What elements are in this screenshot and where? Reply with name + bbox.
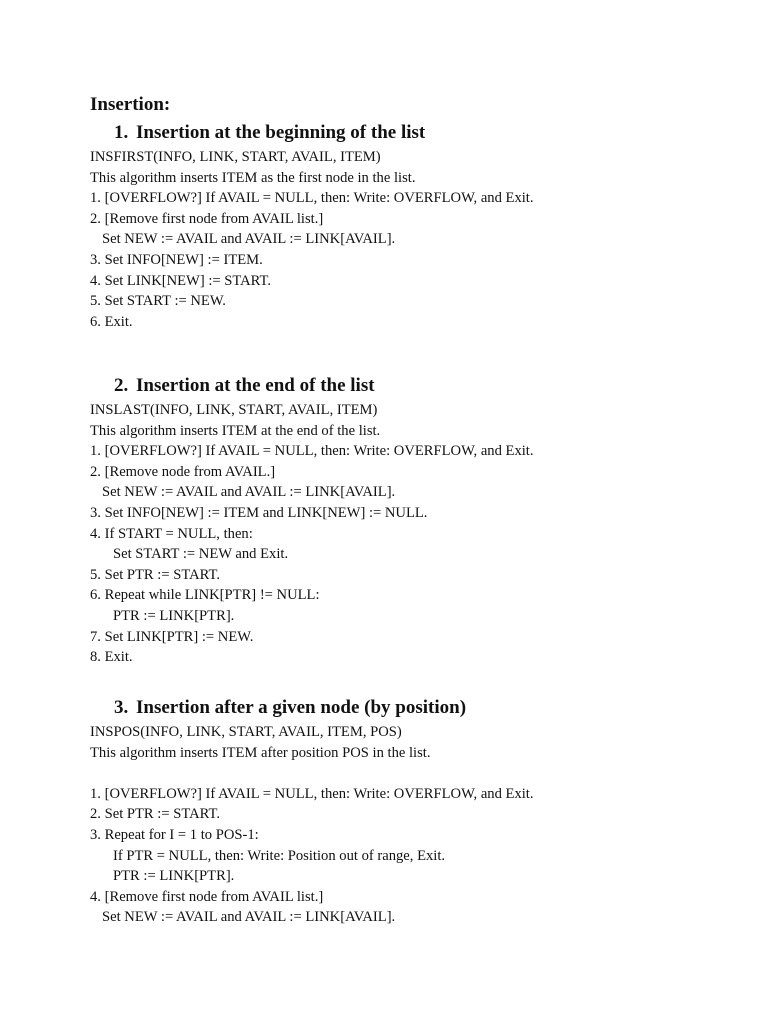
section-title — [114, 121, 730, 145]
section-insertion-beginning — [90, 121, 730, 332]
algorithm-line: This algorithm inserts ITEM at the end of the list. — [90, 422, 381, 439]
algorithm-line: 2. [Remove first node from AVAIL list.] — [90, 210, 324, 227]
algorithm-line: INSLAST(INFO, LINK, START, AVAIL, ITEM) — [90, 402, 378, 418]
algorithm-line: PTR := LINK[PTR]. — [113, 868, 235, 885]
section-title — [114, 696, 730, 720]
algorithm-line: 5. Set PTR := START. — [90, 566, 220, 583]
section-number: 2. — [114, 375, 129, 396]
section-title-text: Insertion at the end of the list — [136, 375, 375, 396]
algorithm-line: 6. Exit. — [90, 313, 133, 330]
algorithm-line: 1. [OVERFLOW?] If AVAIL = NULL, then: Write: OVERFLOW, and Exit. — [90, 190, 534, 207]
algorithm-line: If PTR = NULL, then: Write: Position out of range, Exit. — [113, 847, 446, 864]
algorithm-line: 1. [OVERFLOW?] If AVAIL = NULL, then: Write: OVERFLOW, and Exit. — [90, 785, 534, 802]
algorithm-line: 1. [OVERFLOW?] If AVAIL = NULL, then: Write: OVERFLOW, and Exit. — [90, 443, 534, 460]
section-title-text: Insertion at the beginning of the list — [136, 122, 426, 143]
page-heading: Insertion: — [90, 94, 171, 115]
algorithm-line: Set START := NEW and Exit. — [113, 546, 289, 563]
algorithm-lines — [90, 722, 730, 928]
algorithm-line: Set NEW := AVAIL and AVAIL := LINK[AVAIL]. — [102, 231, 396, 248]
section-title-text: Insertion after a given node (by position) — [136, 697, 467, 718]
blank-line — [90, 763, 730, 784]
algorithm-line: 4. If START = NULL, then: — [90, 525, 253, 542]
algorithm-line: Set NEW := AVAIL and AVAIL := LINK[AVAIL]. — [102, 484, 396, 501]
algorithm-lines — [90, 400, 730, 668]
algorithm-line: This algorithm inserts ITEM after position POS in the list. — [90, 744, 431, 761]
algorithm-line: This algorithm inserts ITEM as the first node in the list. — [90, 169, 416, 186]
section-title — [114, 374, 730, 398]
algorithm-line: 8. Exit. — [90, 649, 133, 666]
algorithm-line: 2. [Remove node from AVAIL.] — [90, 463, 276, 480]
algorithm-line: 6. Repeat while LINK[PTR] != NULL: — [90, 587, 320, 604]
algorithm-line: 3. Repeat for I = 1 to POS-1: — [90, 826, 259, 843]
algorithm-line: 5. Set START := NEW. — [90, 293, 226, 310]
algorithm-line: 4. Set LINK[NEW] := START. — [90, 272, 272, 289]
algorithm-line: INSFIRST(INFO, LINK, START, AVAIL, ITEM) — [90, 149, 381, 165]
algorithm-line: 7. Set LINK[PTR] := NEW. — [90, 628, 254, 645]
algorithm-line: 3. Set INFO[NEW] := ITEM. — [90, 251, 263, 268]
algorithm-line: 2. Set PTR := START. — [90, 806, 220, 823]
algorithm-line: 3. Set INFO[NEW] := ITEM and LINK[NEW] := NULL. — [90, 504, 428, 521]
section-insertion-position — [90, 696, 730, 928]
algorithm-line: INSPOS(INFO, LINK, START, AVAIL, ITEM, POS) — [90, 724, 402, 740]
algorithm-lines — [90, 147, 730, 332]
algorithm-line: PTR := LINK[PTR]. — [113, 607, 235, 624]
algorithm-line: Set NEW := AVAIL and AVAIL := LINK[AVAIL]. — [102, 909, 396, 926]
algorithm-line: 4. [Remove first node from AVAIL list.] — [90, 888, 324, 905]
section-number: 1. — [114, 122, 129, 143]
section-insertion-end — [90, 374, 730, 668]
section-number: 3. — [114, 697, 129, 718]
